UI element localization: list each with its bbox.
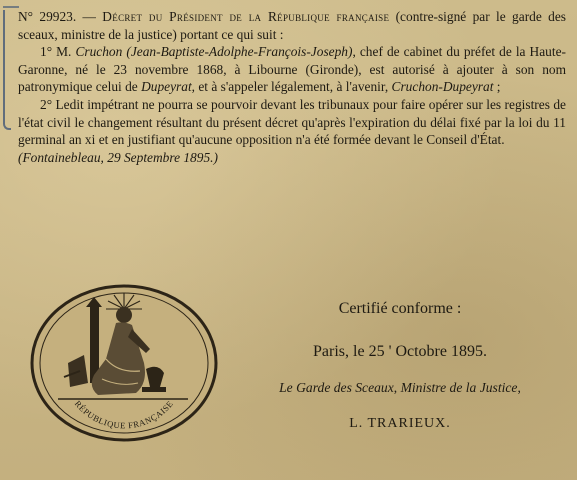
certified-label: Certifié conforme :	[338, 300, 462, 317]
republic-seal	[28, 283, 220, 443]
decree-title-rest: (contre-signé par le garde des sceaux, ministre de la justice) portant ce qui suit :	[18, 9, 566, 42]
paris-date: Paris, le 25 ' Octobre 1895.	[313, 343, 487, 360]
garde-title: Le Garde des Sceaux	[279, 380, 394, 395]
decree-number: N° 29923.	[18, 9, 77, 24]
garde-des-sceaux	[230, 380, 570, 396]
heading-dash: —	[76, 9, 103, 24]
article-1-text-b: , et à s'appeler légalement, à l'avenir,	[191, 79, 392, 95]
decree-text	[18, 8, 566, 166]
added-name: Dupeyrat	[141, 79, 192, 95]
garde-end: ,	[517, 380, 521, 395]
new-name: Cruchon-Dupeyrat	[391, 79, 494, 95]
article-2-text: Ledit impétrant ne pourra se pourvoir devant les tribunaux pour faire opérer sur les registres de l'état civil le changement résultant du présent décret qu'après l'expiration du délai fixé par la loi du 11 germinal an xi et en justifiant qu'aucune opposition n'a été formée devant le Conseil d'État.	[18, 96, 566, 148]
place-date-line	[18, 149, 566, 167]
handwritten-bracket-top	[3, 6, 19, 8]
article-1-end: ;	[493, 79, 501, 95]
garde-sep: ,	[393, 380, 401, 395]
given-names: (Jean-Baptiste-Adolphe-François-Joseph)	[126, 44, 353, 60]
decree-title: Décret du Président de la République française	[102, 9, 390, 24]
article-1-text-a: , chef de cabinet du préfet de la Haute-Garonne, né le 23 novembre 1868, à Libourne (Gironde), est autorisé à ajouter à son nom patronymique celui de	[18, 44, 566, 95]
handwritten-bracket	[3, 10, 11, 130]
signature: L. TRARIEUX.	[349, 416, 451, 431]
place-date: (Fontainebleau, 29 Septembre 1895.)	[18, 149, 218, 165]
seal-inscription: RÉPUBLIQUE FRANÇAISE	[72, 398, 176, 431]
article-1	[18, 43, 566, 96]
decree-heading	[18, 8, 566, 43]
surname: Cruchon	[75, 44, 123, 60]
article-2	[18, 96, 566, 149]
figure-head-icon	[116, 307, 132, 323]
article-2-number: 2°	[40, 96, 56, 112]
ministre-title: Ministre de la Justice	[400, 380, 518, 395]
article-1-number: 1° M.	[40, 44, 76, 60]
